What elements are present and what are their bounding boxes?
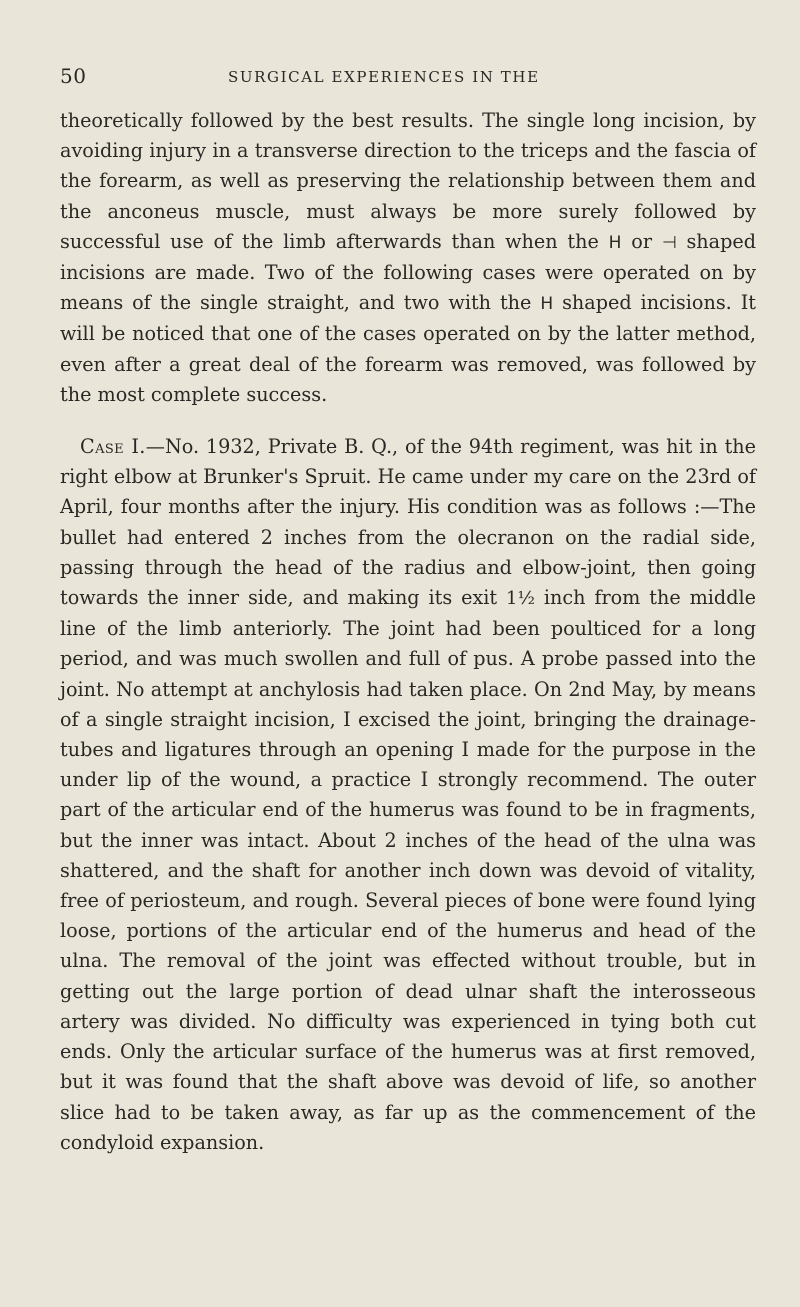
para1-text-1: theoretically followed by the best results. The single long incision, by avoiding injury in a transverse direction to the triceps and the fascia of the forearm, as well as preserving the relationship between them and the anconeus muscle, must always be more surely followed by successful use of the limb afterwards than when the — [60, 109, 756, 253]
para1-text-3: shaped incisions are made. Two of the following cases were operated on by means of the single straight, and two with the — [60, 229, 757, 315]
h-shape-glyph: H — [608, 232, 622, 253]
body-text — [60, 106, 756, 1158]
para2-text-1: —No. 1932, Private B. Q., of the 94th regiment, was hit in the right elbow at Brunker's Spruit. He came under my care on the 23rd of April, four months after the injury. His condition was as follows :—The bullet had entered 2 inches from the olecranon on the radial side, passing through the head of the radius and elbow-joint, then going towards the inner side, and making its exit — [60, 435, 756, 610]
running-head: SURGICAL EXPERIENCES IN THE — [228, 68, 540, 86]
page-header — [60, 52, 756, 88]
case-label: Case I. — [80, 435, 146, 459]
para1-text-2: or — [631, 229, 652, 253]
para2-text-2: inch from the middle line of the limb anteriorly. The joint had been poulticed for a long period, and was much swollen and full of pus. A probe passed into the joint. No attempt at anchylosis had taken place. On 2nd May, by means of a single straight incision, I excised the joint, bringing the drainage-tubes and ligatures through an opening I made for the purpose in the under lip of the wound, a practice I strongly recommend. The outer part of the articular end of the humerus was found to be in fragments, but the inner was intact. About 2 inches of the head of the ulna was shattered, and the shaft for another inch down was devoid of vitality, free of periosteum, and rough. Several pieces of bone were found lying loose, portions of the articular end of the humerus and head of the ulna. The removal of the joint was effected without trouble, but in getting out the large portion of dead ulnar shaft the interosseous artery was divided. No difficulty was experienced in tying both cut ends. Only the articular surface of the humerus was at first removed, but it was found that the shaft above was devoid of life, so another slice had to be taken away, as far up as the commencement of the condyloid expansion. — [60, 586, 756, 1154]
tee-shape-glyph: ⊣ — [661, 232, 677, 253]
fraction-one-and-half: 1½ — [506, 588, 535, 610]
page-number: 50 — [60, 64, 87, 88]
h-shape-glyph-2: H — [540, 294, 554, 315]
paragraph-intro — [60, 106, 756, 410]
para1-text-4: shaped incisions. It will be noticed that one of the cases operated on by the latter method, even after a great deal of the forearm was removed, was followed by the most complete success. — [60, 291, 756, 406]
paragraph-case-1 — [60, 432, 756, 1158]
